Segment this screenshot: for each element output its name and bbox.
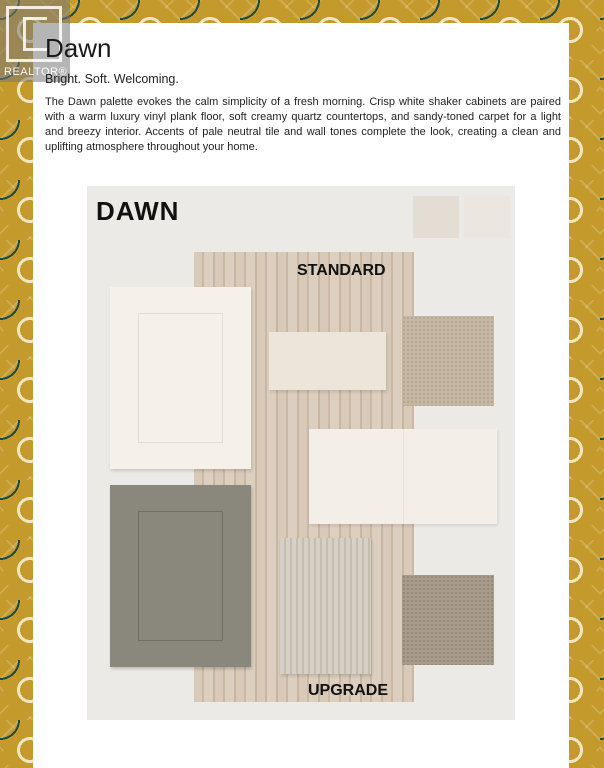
- board-title: DAWN: [96, 196, 180, 226]
- tile-sample: [309, 429, 497, 524]
- carpet-sample-upgrade: [402, 575, 494, 665]
- gray-shaker-door-sample: [110, 485, 251, 667]
- upgrade-label: UPGRADE: [308, 682, 389, 699]
- finish-board-photo: [87, 186, 515, 720]
- palette-title: Dawn: [45, 33, 112, 63]
- quartz-sample: [269, 332, 386, 390]
- realtor-label: REALTOR®: [4, 66, 68, 78]
- palette-description: The Dawn palette evokes the calm simplicity of a fresh morning. Crisp white shaker cabinets are paired with a warm luxury vinyl plank floor, soft creamy quartz countertops, and sandy-toned carpet for a light and breezy interior. Accents of pale neutral tile and wall tones complete the look, creating a clean and uplifting atmosphere throughout your home.: [45, 96, 561, 153]
- wall-tone-swatch: [464, 196, 510, 238]
- white-shaker-door-sample: [110, 287, 251, 469]
- palette-tagline: Bright. Soft. Welcoming.: [45, 72, 179, 86]
- standard-label: STANDARD: [297, 262, 386, 279]
- wall-tone-swatch: [413, 196, 459, 238]
- fluted-tile-sample: [280, 538, 371, 674]
- carpet-sample-standard: [402, 316, 494, 406]
